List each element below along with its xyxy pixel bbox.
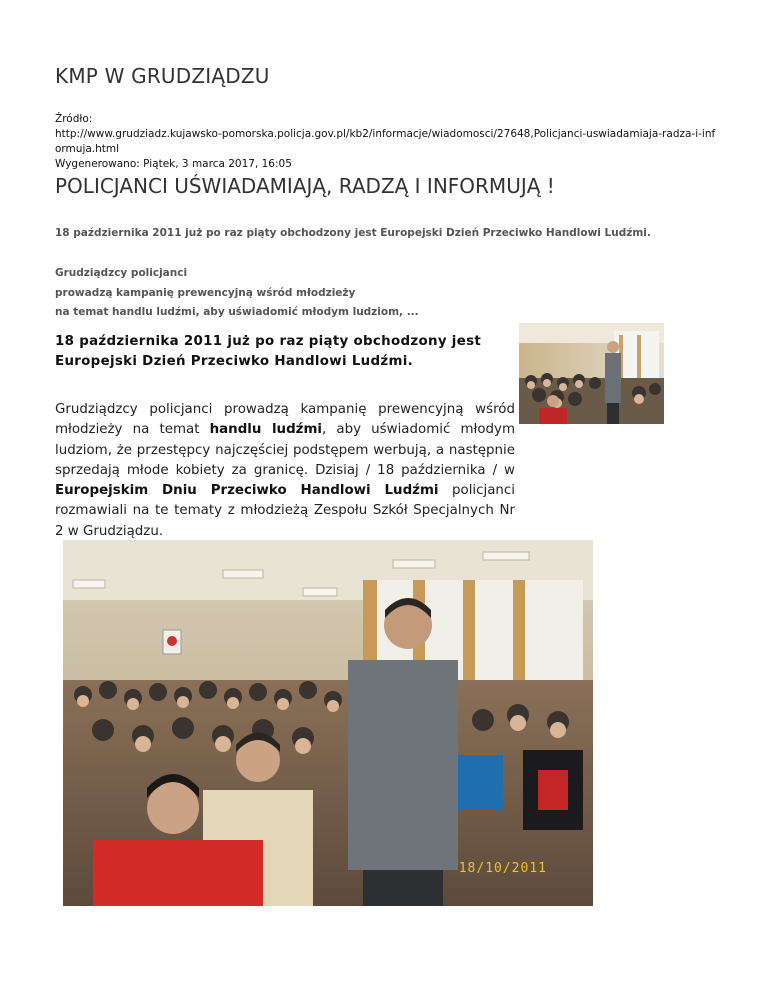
article-body [55,400,515,542]
source-url[interactable]: http://www.grudziadz.kujawsko-pomorska.policja.gov.pl/kb2/informacje/wiadomosci/27648,Policjanci-uswiadamiaja-radza-i-informuja.html [55,128,716,155]
body-text-part: Grudziądzcy policjanci prowadzą kampanię prewencyjną wśród młodzieży na temat [55,402,515,438]
article-title: POLICJANCI UŚWIADAMIAJĄ, RADZĄ I INFORMUJĄ ! [55,174,555,198]
body-text-part: , aby uświadomić młodym ludziom, że przestępcy najczęściej podstępem werbują, a następnie sprzedają młode kobiety za granicę. Dzisiaj / 18 października / w [55,422,515,478]
generated-date: Wygenerowano: Piątek, 3 marca 2017, 16:05 [55,158,292,170]
main-photo [63,540,593,906]
article-lead: 18 października 2011 już po raz piąty obchodzony jest Europejski Dzień Przeciwko Handlowi Ludźmi. [55,227,651,239]
source-label: Źródło: [55,113,93,125]
headline-line: Europejski Dzień Przeciwko Handlowi Ludźmi. [55,354,413,369]
body-bold-phrase: Europejskim Dniu Przeciwko Handlowi Ludźmi [55,483,439,499]
source-info [55,112,720,172]
photo-date-stamp: 18/10/2011 [458,861,547,876]
article-headline [55,332,510,372]
intro-line: Grudziądzcy policjanci [55,267,188,279]
body-bold-phrase: handlu ludźmi [209,422,322,438]
headline-line: 18 października 2011 już po raz piąty obchodzony jest [55,334,482,349]
thumbnail-photo [519,323,664,424]
intro-line: na temat handlu ludźmi, aby uświadomić młodym ludziom, ... [55,306,419,318]
body-text-part: policjanci rozmawiali na te tematy z młodzieżą Zespołu Szkół Specjalnych Nr 2 w Grudziądzu. [55,483,515,539]
site-title: KMP W GRUDZIĄDZU [55,64,270,88]
intro-line: prowadzą kampanię prewencyjną wśród młodzieży [55,286,356,299]
article-intro [55,264,419,323]
